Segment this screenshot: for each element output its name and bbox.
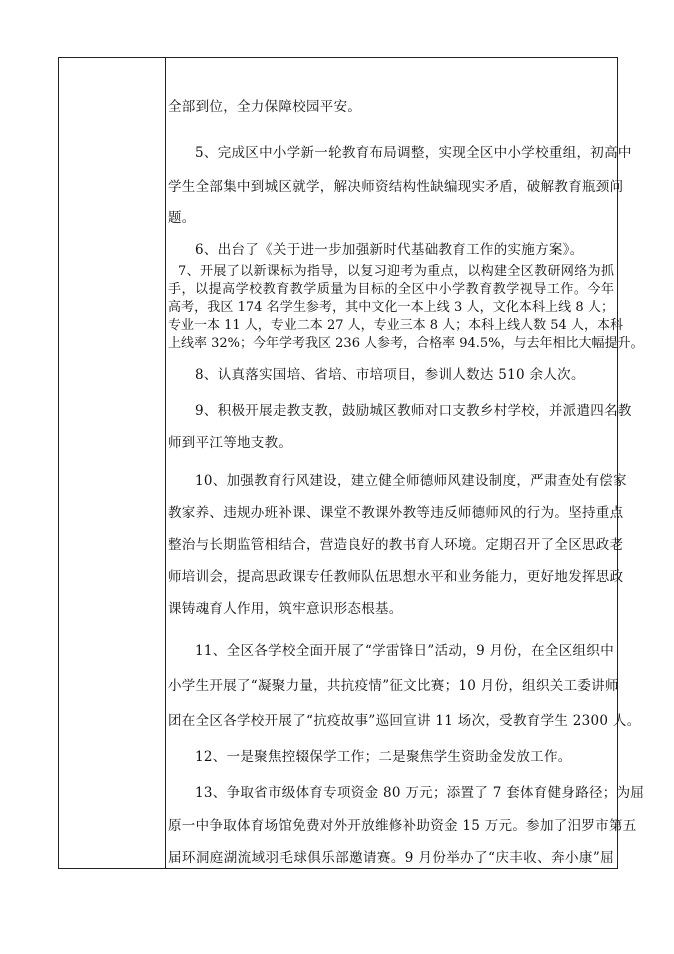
paragraph-line: 学生全部集中到城区就学，解决师资结构性缺编现实矛盾，破解教育瓶颈问: [168, 179, 624, 195]
paragraph-line: 13、争取省市级体育专项资金 80 万元；添置了 7 套体育健身路径；为屈: [195, 785, 645, 801]
paragraph-line: 上线率 32%；今年学考我区 236 人参考，合格率 94.5%，与去年相比大幅提升。: [168, 336, 644, 351]
paragraph-line: 5、完成区中小学新一轮教育布局调整，实现全区中小学校重组，初高中: [195, 145, 632, 161]
paragraph-line: 7、开展了以新课标为指导，以复习迎考为重点，以构建全区教研网络为抓: [178, 264, 614, 279]
paragraph-line: 届环洞庭湖流域羽毛球俱乐部邀请赛。9 月份举办了“庆丰收、奔小康”屈: [168, 850, 614, 866]
paragraph-line: 团在全区各学校开展了“抗疫故事”巡回宣讲 11 场次，受教育学生 2300 人。: [168, 713, 641, 729]
paragraph-line: 原一中争取体育场馆免费对外开放维修补助资金 15 万元。参加了汨罗市第五: [168, 818, 637, 834]
paragraph-line: 手，以提高学校教育教学质量为目标的全区中小学教育教学视导工作。今年: [168, 282, 614, 297]
paragraph-line: 6、出台了《关于进一步加强新时代基础教育工作的实施方案》。: [195, 242, 584, 258]
paragraph-line: 12、一是聚焦控辍保学工作；二是聚焦学生资助金发放工作。: [195, 749, 572, 765]
column-divider: [165, 57, 166, 869]
paragraph-line: 全部到位，全力保障校园平安。: [168, 99, 362, 115]
paragraph-line: 10、加强教育行风建设，建立健全师德师风建设制度，严肃查处有偿家: [195, 473, 627, 489]
paragraph-line: 师到平江等地支教。: [168, 435, 293, 451]
paragraph-line: 专业一本 11 人，专业二本 27 人，专业三本 8 人；本科上线人数 54 人，本科: [168, 318, 623, 333]
paragraph-line: 8、认真落实国培、省培、市培项目，参训人数达 510 余人次。: [195, 367, 585, 383]
paragraph-line: 高考，我区 174 名学生参考，其中文化一本上线 3 人，文化本科上线 8 人；: [168, 300, 614, 315]
paragraph-line: 整治与长期监管相结合，营造良好的教书育人环境。定期召开了全区思政老: [168, 537, 624, 553]
paragraph-line: 题。: [168, 210, 196, 226]
paragraph-line: 课铸魂育人作用，筑牢意识形态根基。: [168, 601, 403, 617]
paragraph-line: 小学生开展了“凝聚力量，共抗疫情”征文比赛；10 月份，组织关工委讲师: [168, 678, 619, 694]
paragraph-line: 教家养、违规办班补课、课堂不教课外教等违反师德师风的行为。坚持重点: [168, 505, 624, 521]
paragraph-line: 师培训会，提高思政课专任教师队伍思想水平和业务能力，更好地发挥思政: [168, 569, 624, 585]
paragraph-line: 9、积极开展走教支教，鼓励城区教师对口支教乡村学校，并派遣四名教: [195, 403, 632, 419]
paragraph-line: 11、全区各学校全面开展了“学雷锋日”活动，9 月份，在全区组织中: [195, 643, 614, 659]
